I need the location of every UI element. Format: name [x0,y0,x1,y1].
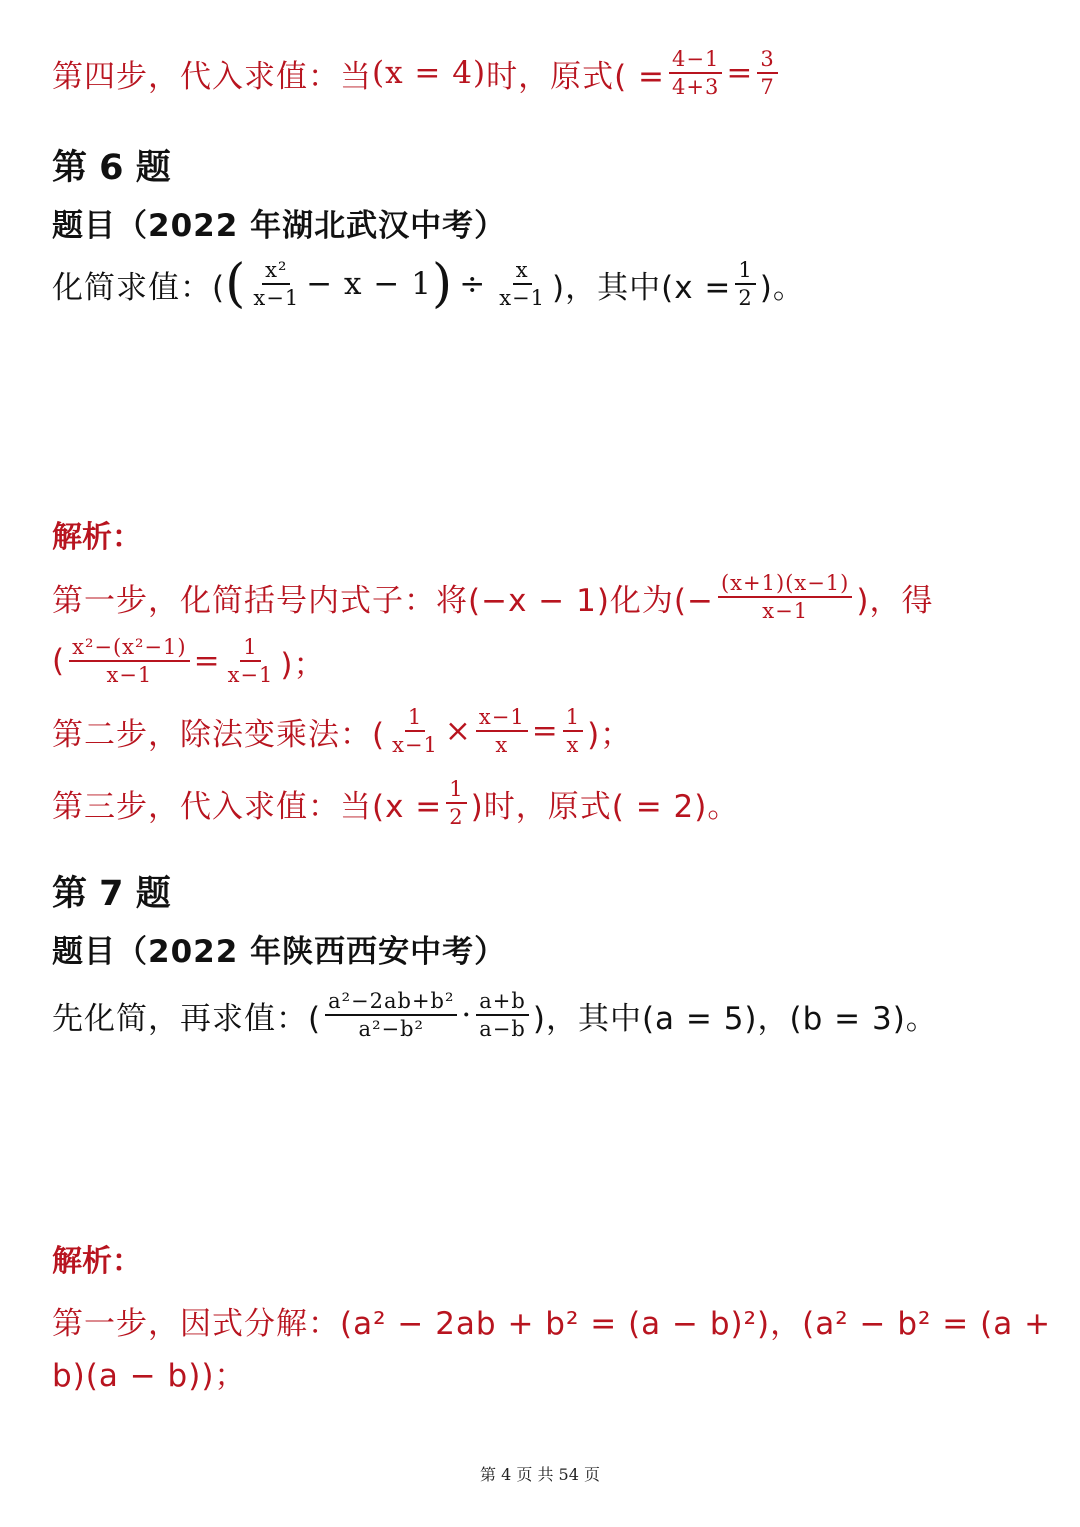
q6-step1b-fraction-2-num: 1 [240,636,260,662]
prev-step4-line [52,48,782,98]
prev-fraction-1 [669,48,722,98]
prev-step4-text: 第四步，代入求值：当 [52,58,372,95]
q6-prompt-end: )。 [759,269,805,306]
q6-step2-fraction-1-den: x−1 [392,733,438,758]
q6-source: 题目（2022 年湖北武汉中考） [52,208,507,244]
q6-heading: 第 6 题 [52,148,171,188]
prev-fraction-1-num: 4−1 [669,48,722,74]
q6-step3-line [52,778,739,828]
q6-step2-text: 第二步，除法变乘法：( [52,716,386,753]
q6-fraction-1-num: x² [262,259,290,285]
q6-divide-sign: ÷ [459,266,487,302]
q6-step1b-fraction-2 [225,636,277,686]
q6-fraction-1 [250,259,302,309]
q6-prompt-lead: 化简求值：( [52,269,226,306]
q6-step2-end: )； [587,716,633,753]
q7-prompt-end: )，其中(a = 5)，(b = 3)。 [532,1000,938,1037]
q6-step1-text: 第一步，化简括号内式子：将(−x − 1)化为(− [52,582,714,619]
q7-prompt-line [52,990,938,1040]
page-footer: 第 4 页 共 54 页 [480,1465,600,1484]
q7-heading: 第 7 题 [52,874,171,914]
q6-step2-fraction-1-num: 1 [405,706,425,732]
q6-step1b-fraction-1-num: x²−(x²−1) [69,636,189,662]
q6-step3-fraction-num: 1 [446,778,466,804]
prev-equals: = [726,55,754,92]
q6-fraction-2 [496,259,548,309]
q6-fraction-3 [735,259,755,309]
q6-step2-fraction-3-num: 1 [563,706,583,732]
prev-fraction-2-num: 3 [757,48,777,74]
q7-step1-line1: 第一步，因式分解：(a² − 2ab + b² = (a − b)²)，(a² − b² = (a + [52,1306,1052,1342]
q6-prompt-mid: )，其中(x = [552,269,732,306]
q6-step2-fraction-3 [563,706,583,756]
q7-analysis-label: 解析： [52,1244,142,1279]
prev-fraction-2-den: 7 [760,75,775,100]
q7-source: 题目（2022 年陕西西安中考） [52,934,507,970]
q6-step1b-line [52,636,325,686]
q6-step1-fraction [718,572,852,622]
q6-step1-fraction-den: x−1 [762,599,809,624]
q6-step3-fraction [446,778,466,828]
q6-open-big-paren: ( [225,254,247,314]
q6-step2-equals: = [531,713,559,750]
prev-step4-condition: (x = 4) [372,55,487,92]
q6-step2-fraction-1 [389,706,441,756]
q6-step1-end: )，得 [856,582,934,619]
q6-step1b-fraction-1 [69,636,189,686]
q6-step2-fraction-2-den: x [495,733,509,758]
q6-close-big-paren: ) [431,254,454,314]
q6-step2-fraction-3-den: x [566,733,580,758]
q6-step3-end: )时，原式( = 2)。 [470,788,740,825]
q6-step2-fraction-2 [476,706,528,756]
q6-step2-times: × [444,713,472,750]
q6-fraction-3-num: 1 [735,259,755,285]
q6-minus-part: − x − 1 [306,266,432,302]
q6-step1b-open: ( [52,643,66,680]
q6-prompt-line [52,254,805,314]
q6-step1b-end: )； [280,646,326,683]
q6-analysis-label: 解析： [52,520,142,555]
q7-fraction-2 [476,990,529,1040]
q6-step2-fraction-2-num: x−1 [476,706,528,732]
q6-fraction-1-den: x−1 [253,286,300,310]
q6-step1-line [52,572,933,622]
q6-step1b-fraction-1-den: x−1 [106,663,153,688]
q6-fraction-2-num: x [513,259,532,285]
q6-fraction-2-den: x−1 [499,286,546,310]
q6-fraction-3-den: 2 [738,286,753,310]
prev-fraction-1-den: 4+3 [672,75,720,100]
q6-step3-fraction-den: 2 [449,805,464,830]
q7-prompt-lead: 先化简，再求值：( [52,1000,322,1037]
q6-step1b-fraction-2-den: x−1 [227,663,274,688]
prev-fraction-2 [757,48,777,98]
q7-fraction-2-den: a−b [479,1017,526,1042]
q6-step2-line [52,706,632,756]
q6-step1b-equals: = [193,643,221,680]
q7-fraction-1 [325,990,457,1040]
prev-step4-mid: 时，原式( = [486,58,666,95]
q6-step1-fraction-num: (x+1)(x−1) [718,572,852,598]
q7-dot: · [461,997,473,1034]
q7-fraction-1-den: a²−b² [358,1017,424,1042]
q7-fraction-2-num: a+b [476,990,529,1016]
q7-fraction-1-num: a²−2ab+b² [325,990,457,1016]
q7-step1-line2: b)(a − b))； [52,1358,247,1394]
q6-step3-text: 第三步，代入求值：当(x = [52,788,443,825]
